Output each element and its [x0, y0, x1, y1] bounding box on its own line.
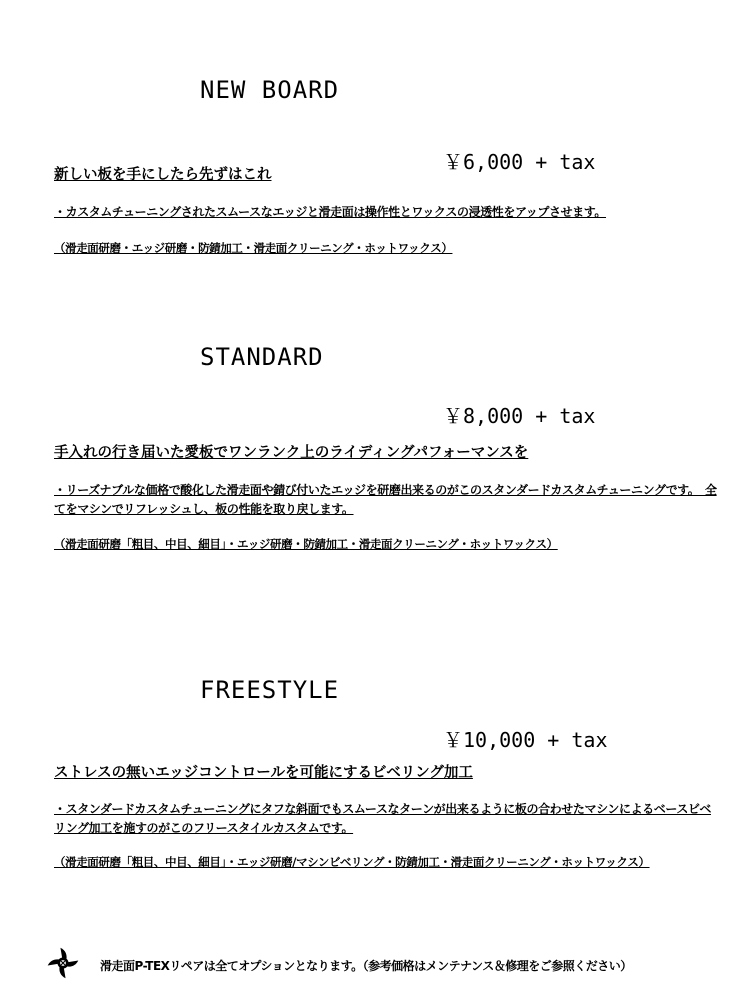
- plan-services-freestyle: （滑走面研磨「粗目、中目、細目」・エッジ研磨/マシンビベリング・防錆加工・滑走面クリーニング・ホットワックス）: [54, 855, 650, 869]
- plan-services-standard: （滑走面研磨「粗目、中目、細目」・エッジ研磨・防錆加工・滑走面クリーニング・ホットワックス）: [54, 537, 558, 551]
- plan-price-freestyle: ￥10,000 + tax: [443, 728, 608, 752]
- footer-note: 滑走面P-TEXリペアは全てオプションとなります。（参考価格はメンテナンス＆修理をご参照ください）: [100, 959, 632, 973]
- plan-price-standard: ￥8,000 + tax: [443, 404, 596, 428]
- plan-description-freestyle: ・スタンダードカスタムチューニングにタフな斜面でもスムースなターンが出来るように板の合わせたマシンによるベースビベリング加工を施すのがこのフリースタイルカスタムです。: [54, 802, 711, 835]
- plan-title-freestyle: FREESTYLE: [200, 676, 340, 704]
- plan-title-new-board: NEW BOARD: [200, 76, 340, 104]
- plan-tagline-freestyle: ストレスの無いエッジコントロールを可能にするビベリング加工: [54, 765, 473, 781]
- plan-title-standard: STANDARD: [200, 343, 324, 371]
- plan-tagline-new-board: 新しい板を手にしたら先ずはこれ: [54, 167, 272, 183]
- plan-description-new-board: ・カスタムチューニングされたスムースなエッジと滑走面は操作性とワックスの浸透性をアップさせます。: [54, 205, 607, 219]
- shuriken-logo-icon: [46, 946, 80, 980]
- plan-price-new-board: ￥6,000 + tax: [443, 150, 596, 174]
- plan-description-standard: ・リーズナブルな価格で酸化した滑走面や錆び付いたエッジを研磨出来るのがこのスタンダードカスタムチューニングです。 全てをマシンでリフレッシュし、板の性能を取り戻します。: [54, 483, 717, 516]
- plan-services-new-board: （滑走面研磨・エッジ研磨・防錆加工・滑走面クリーニング・ホットワックス）: [54, 241, 453, 255]
- plan-tagline-standard: 手入れの行き届いた愛板でワンランク上のライディングパフォーマンスを: [54, 445, 529, 461]
